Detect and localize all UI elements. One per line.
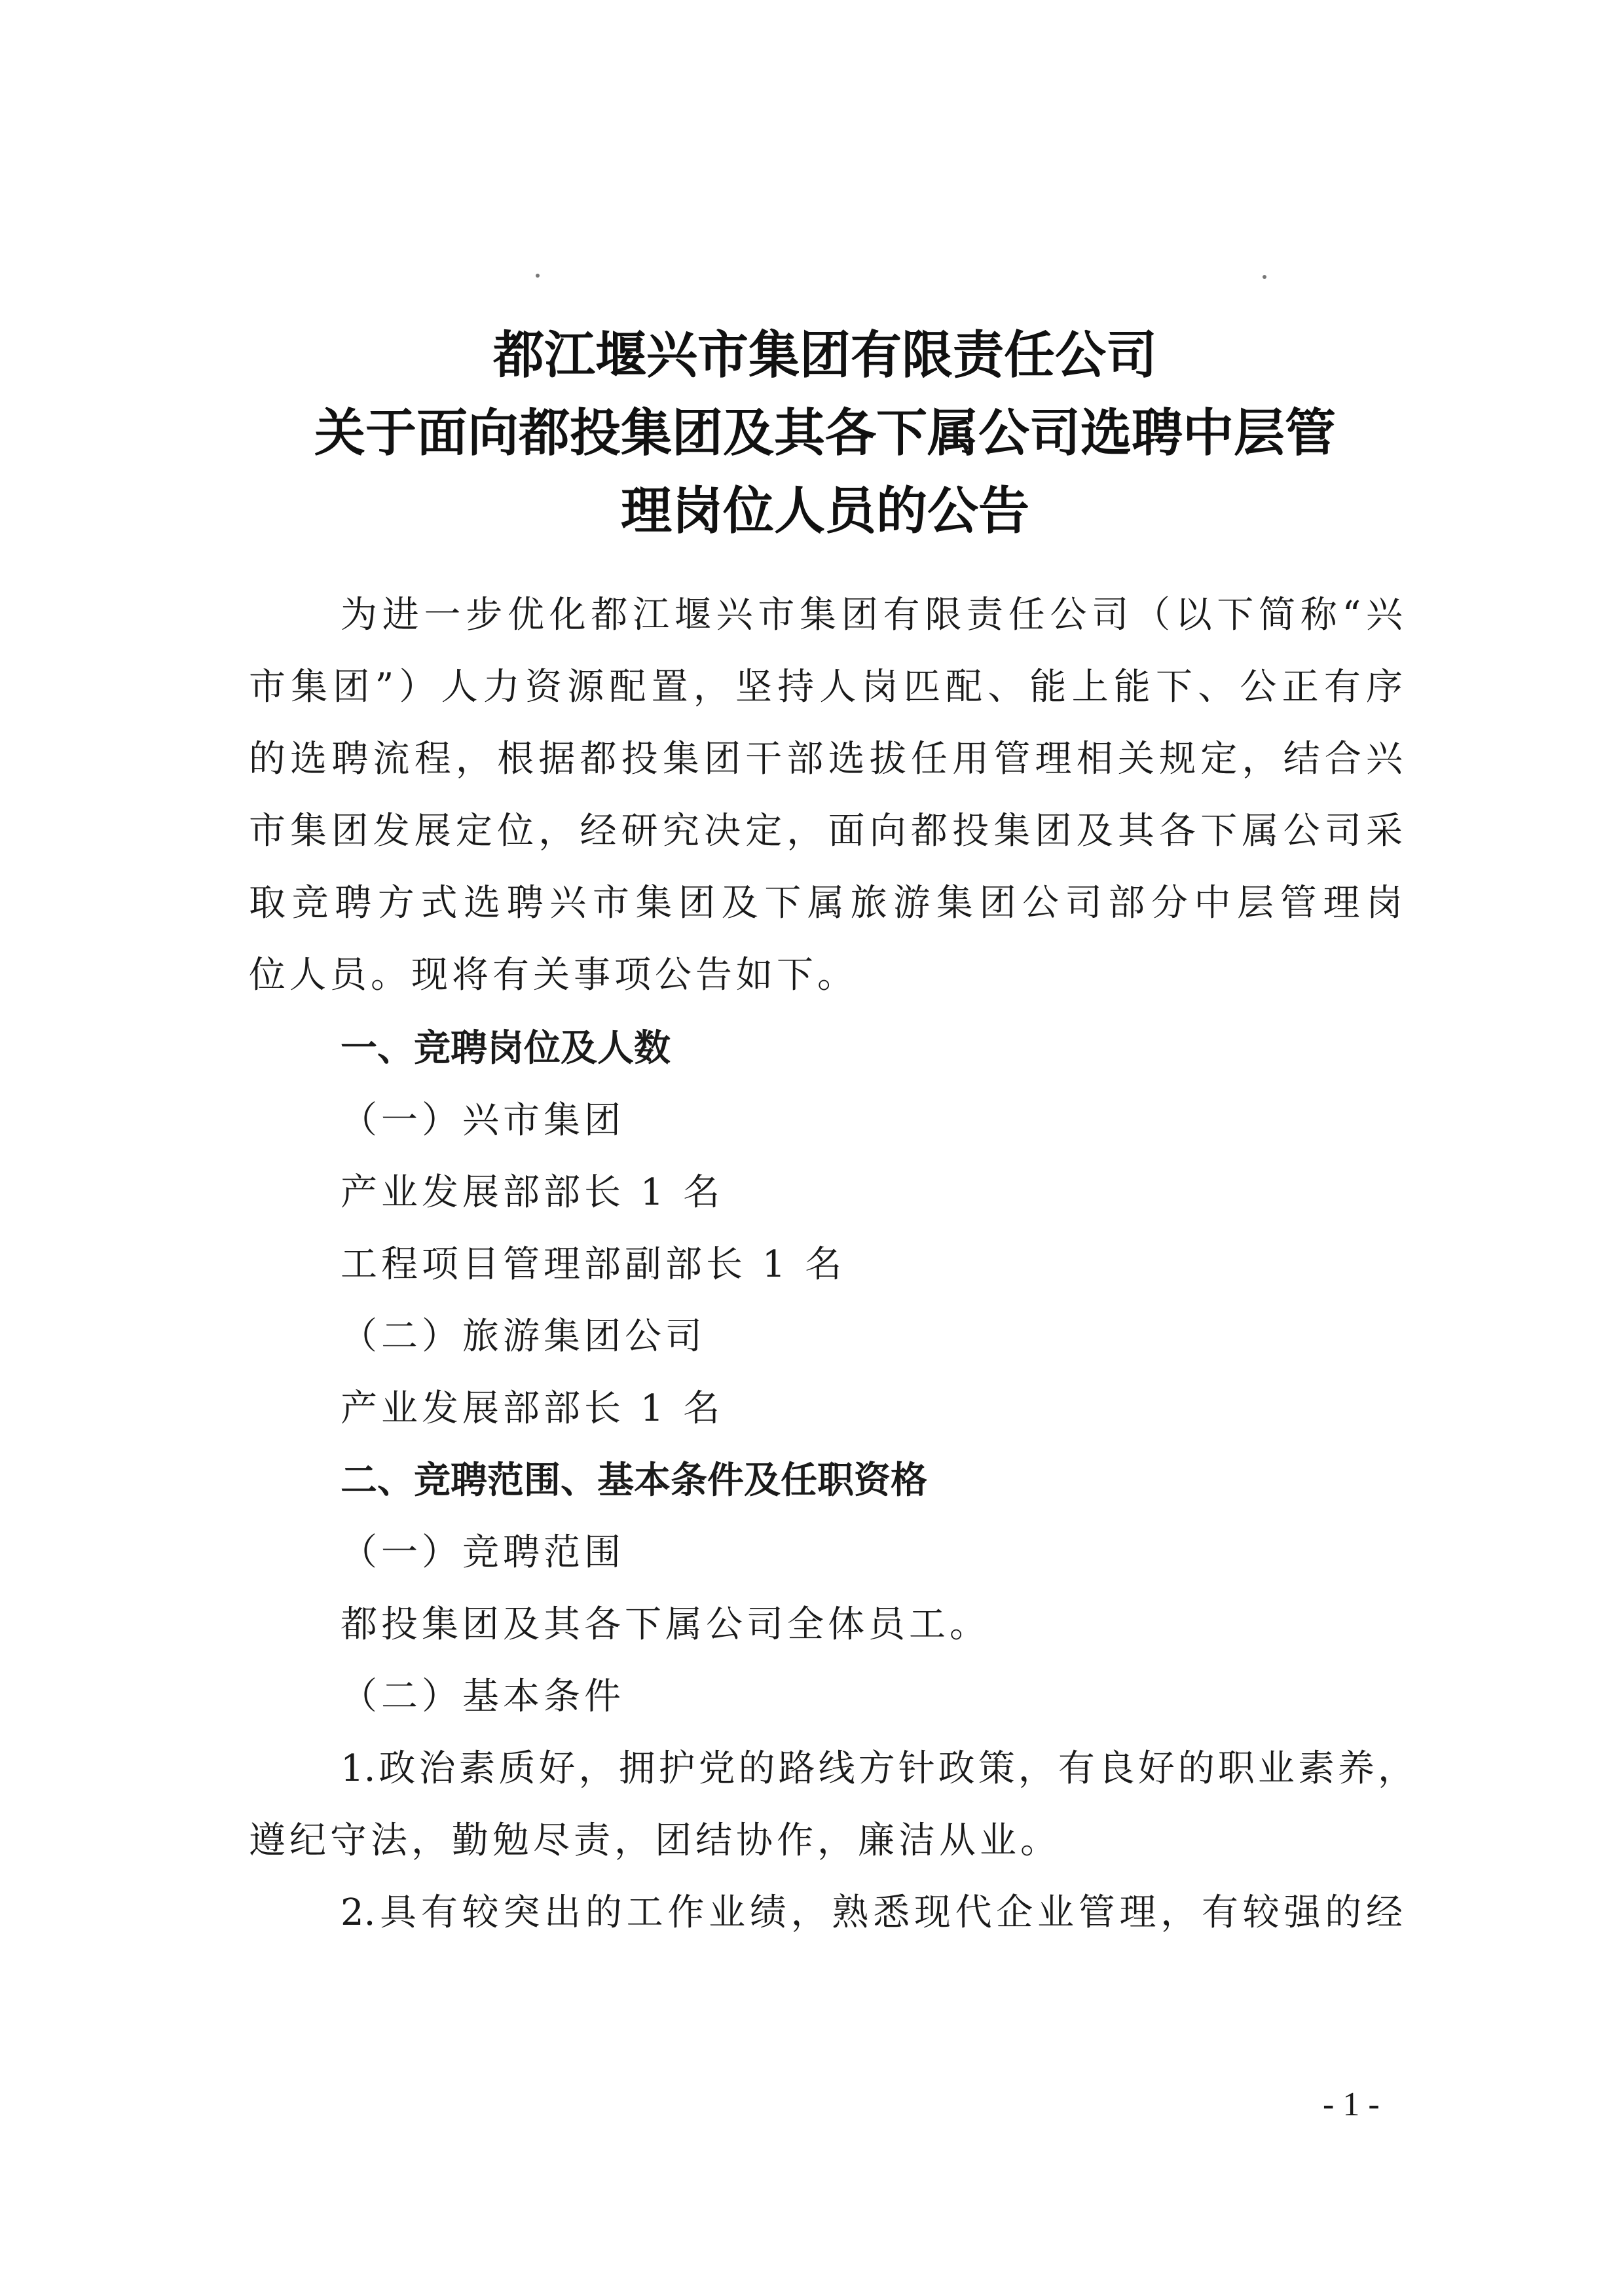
section1-sub1-heading: （一）兴市集团 xyxy=(341,1099,625,1142)
scan-speck xyxy=(536,274,540,278)
section1-heading: 一、竞聘岗位及人数 xyxy=(341,1027,671,1070)
condition-1-line-1: 1.政治素质好，拥护党的路线方针政策，有良好的职业素养， xyxy=(341,1747,1414,1790)
section1-sub1-item-1: 产业发展部部长 1 名 xyxy=(341,1171,724,1214)
intro-line-5: 取竞聘方式选聘兴市集团及下属旅游集团公司部分中层管理岗 xyxy=(249,882,1403,924)
title-line-1: 都江堰兴市集团有限责任公司 xyxy=(492,325,1157,385)
intro-line-2: 市集团”）人力资源配置，坚持人岗匹配、能上能下、公正有序 xyxy=(249,666,1403,708)
page-number: - 1 - xyxy=(1323,2086,1380,2123)
condition-2-line-1: 2.具有较突出的工作业绩，熟悉现代企业管理，有较强的经 xyxy=(341,1891,1403,1934)
scan-speck xyxy=(1263,275,1266,279)
section1-sub2-heading: （二）旅游集团公司 xyxy=(341,1315,706,1358)
section2-scope-text: 都投集团及其各下属公司全体员工。 xyxy=(341,1603,990,1646)
title-line-2: 关于面向都投集团及其各下属公司选聘中层管 xyxy=(314,403,1336,463)
section1-sub2-item-1: 产业发展部部长 1 名 xyxy=(341,1387,724,1430)
section2-conditions-heading: （二）基本条件 xyxy=(341,1675,625,1718)
intro-line-3: 的选聘流程，根据都投集团干部选拔任用管理相关规定，结合兴 xyxy=(249,738,1403,780)
section1-sub1-item-2: 工程项目管理部副部长 1 名 xyxy=(341,1243,846,1286)
intro-line-6: 位人员。现将有关事项公告如下。 xyxy=(249,954,858,996)
section2-scope-heading: （一）竞聘范围 xyxy=(341,1531,625,1574)
section2-heading: 二、竞聘范围、基本条件及任职资格 xyxy=(341,1459,927,1502)
title-line-3: 理岗位人员的公告 xyxy=(620,481,1029,541)
intro-line-1: 为进一步优化都江堰兴市集团有限责任公司（以下简称“兴 xyxy=(341,594,1403,636)
condition-1-line-2: 遵纪守法，勤勉尽责，团结协作，廉洁从业。 xyxy=(249,1819,1061,1862)
intro-line-4: 市集团发展定位，经研究决定，面向都投集团及其各下属公司采 xyxy=(249,810,1403,852)
